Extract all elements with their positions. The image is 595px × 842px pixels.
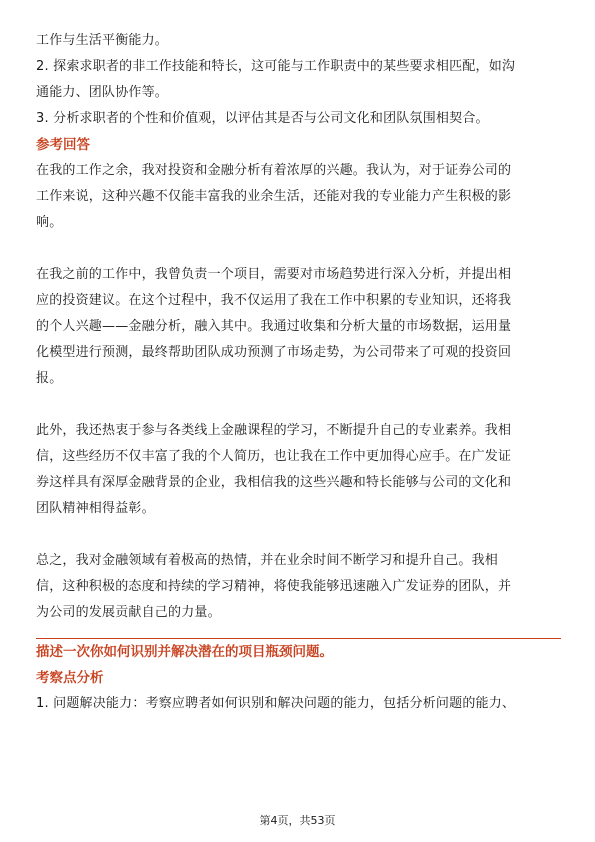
answer-paragraph (36, 548, 561, 626)
page-footer: 第4页，共53页 (259, 814, 336, 827)
answer-heading: 参考回答 (36, 137, 90, 153)
text-line: 应的投资建议。在这个过程中，我不仅运用了我在工作中积累的专业知识，还将我 (36, 293, 512, 308)
question-block (36, 638, 561, 717)
text-line: 报。 (36, 371, 63, 386)
answer-paragraph (36, 158, 561, 236)
text-line: 3. 分析求职者的个性和价值观，以评估其是否与公司文化和团队氛围相契合。 (36, 111, 489, 126)
text-line: 此外，我还热衷于参与各类线上金融课程的学习，不断提升自己的专业素养。我相 (36, 423, 512, 438)
text-line: 化模型进行预测，最终帮助团队成功预测了市场走势，为公司带来了可观的投资回 (36, 345, 512, 360)
text-line: 通能力、团队协作等。 (36, 85, 169, 100)
text-line: 工作与生活平衡能力。 (36, 33, 169, 48)
text-line: 响。 (36, 215, 63, 230)
text-line: 在我之前的工作中，我曾负责一个项目，需要对市场趋势进行深入分析，并提出相 (36, 267, 512, 282)
text-line: 工作来说，这种兴趣不仅能丰富我的业余生活，还能对我的专业能力产生积极的影 (36, 189, 512, 204)
text-line: 的个人兴趣——金融分析，融入其中。我通过收集和分析大量的市场数据，运用量 (36, 319, 512, 334)
answer-paragraph (36, 262, 561, 392)
text-line: 信，这些经历不仅丰富了我的个人简历，也让我在工作中更加得心应手。在广发证 (36, 449, 512, 464)
text-line: 1. 问题解决能力：考察应聘者如何识别和解决问题的能力，包括分析问题的能力、 (36, 696, 516, 711)
analysis-heading: 考察点分析 (36, 670, 104, 686)
text-line: 团队精神相得益彰。 (36, 501, 155, 516)
text-line: 2. 探索求职者的非工作技能和特长，这可能与工作职责中的某些要求相匹配，如沟 (36, 59, 516, 74)
question-title: 描述一次你如何识别并解决潜在的项目瓶颈问题。 (36, 638, 561, 665)
text-line: 总之，我对金融领域有着极高的热情，并在业余时间不断学习和提升自己。我相 (36, 553, 499, 568)
text-line: 券这样具有深厚金融背景的企业，我相信我的这些兴趣和特长能够与公司的文化和 (36, 475, 512, 490)
page-content (36, 28, 561, 717)
text-line: 信，这种积极的态度和持续的学习精神，将使我能够迅速融入广发证券的团队，并 (36, 579, 512, 594)
text-line: 为公司的发展贡献自己的力量。 (36, 605, 221, 620)
answer-paragraph (36, 418, 561, 522)
text-line: 在我的工作之余，我对投资和金融分析有着浓厚的兴趣。我认为，对于证券公司的 (36, 163, 512, 178)
intro-block (36, 28, 561, 132)
